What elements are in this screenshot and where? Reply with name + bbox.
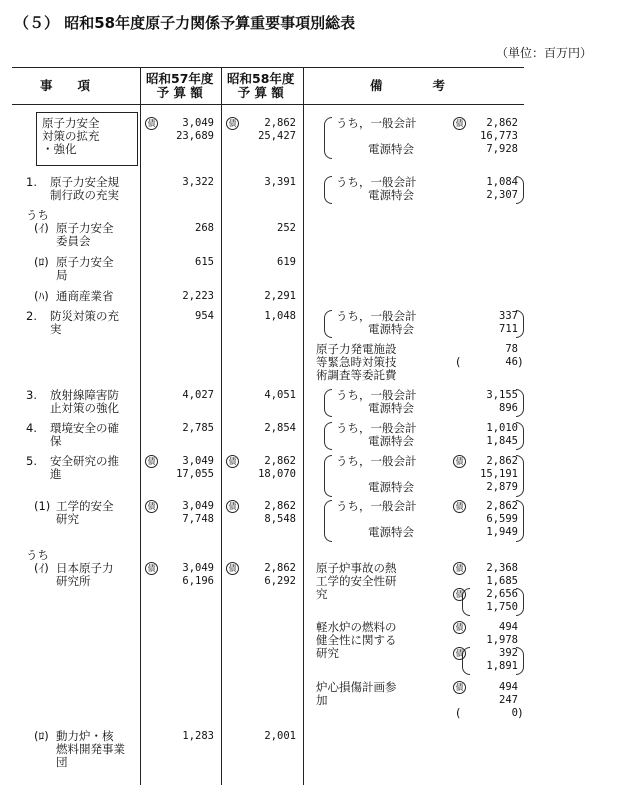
row-number: (ﾊ) xyxy=(34,289,49,303)
note-value: 337 xyxy=(499,310,518,322)
row-number: 5. xyxy=(26,454,37,468)
open-paren: ( xyxy=(456,706,461,720)
fy57-value: 954 xyxy=(195,310,214,322)
left-bracket xyxy=(324,310,332,338)
bond-mark-icon: 債 xyxy=(145,455,158,468)
fy58-value: 2,862 6,292 xyxy=(264,562,296,587)
row-item: 安全研究の推 進 xyxy=(50,454,119,481)
note-value: 2,862 15,191 xyxy=(480,455,518,480)
table-top-rule xyxy=(12,67,524,68)
left-bracket xyxy=(324,500,332,542)
fy58-value: 2,854 xyxy=(264,422,296,434)
right-bracket xyxy=(516,389,524,417)
row-item: 原子力安全 対策の拡充 ・強化 xyxy=(42,116,100,156)
project-value: 494 247 xyxy=(499,681,518,706)
fy58-value: 2,862 25,427 xyxy=(258,117,296,142)
note-label: 電源特会 xyxy=(368,480,414,494)
note-label: 電源特会 xyxy=(368,188,414,202)
fy57-value: 3,322 xyxy=(182,176,214,188)
row-number: (ﾛ) xyxy=(34,255,49,269)
fy58-value: 619 xyxy=(277,256,296,268)
fy57-value: 2,785 xyxy=(182,422,214,434)
fy58-value: 1,048 xyxy=(264,310,296,322)
note-label: 電源特会 xyxy=(368,142,414,156)
note-label: 電源特会 xyxy=(368,525,414,539)
project-label: 軽水炉の燃料の 健全性に関する 研究 xyxy=(316,620,397,660)
project-value: 0 xyxy=(511,707,518,719)
bond-mark-icon: 債 xyxy=(145,500,158,513)
note-label: うち，一般会計 xyxy=(336,454,417,468)
bond-mark-icon: 債 xyxy=(145,562,158,575)
left-bracket xyxy=(324,117,332,159)
row-number: (ｲ) xyxy=(34,561,49,575)
close-paren: ) xyxy=(518,355,523,369)
row-item: 放射線障害防 止対策の強化 xyxy=(50,388,119,415)
row-item: 動力炉・核 燃料開発事業 団 xyxy=(56,729,125,769)
page-title: （５） 昭和58年度原子力関係予算重要事項別総表 xyxy=(14,14,356,32)
bond-mark-icon: 債 xyxy=(453,681,466,694)
fy58-value: 3,391 xyxy=(264,176,296,188)
row-number: 4. xyxy=(26,421,37,435)
note-value: 78 xyxy=(505,343,518,355)
close-paren: ) xyxy=(518,706,523,720)
col-divider-2 xyxy=(221,67,222,785)
note-value: 711 xyxy=(499,323,518,335)
row-item: 防災対策の充 実 xyxy=(50,309,119,336)
right-bracket xyxy=(516,310,524,338)
fy57-value: 4,027 xyxy=(182,389,214,401)
note-value: 7,928 xyxy=(486,143,518,155)
row-item: 原子力安全規 制行政の充実 xyxy=(50,175,119,202)
row-number: 2. xyxy=(26,309,37,323)
fy58-value: 2,291 xyxy=(264,290,296,302)
open-paren: ( xyxy=(456,355,461,369)
unit-label: （単位：百万円） xyxy=(495,46,592,60)
bond-mark-icon: 債 xyxy=(453,588,466,601)
col-divider-3 xyxy=(303,67,304,785)
fy57-value: 268 xyxy=(195,222,214,234)
left-bracket xyxy=(324,389,332,417)
note-value: 1,845 xyxy=(486,435,518,447)
note-value: 1,949 xyxy=(486,526,518,538)
row-number: (ｲ) xyxy=(34,221,49,235)
col-divider-1 xyxy=(140,67,141,785)
project-value: 494 1,978 xyxy=(486,621,518,646)
header-notes: 備 考 xyxy=(370,78,446,93)
fy57-value: 3,049 6,196 xyxy=(182,562,214,587)
uchi-label: うち xyxy=(26,548,49,562)
fy58-value: 2,862 8,548 xyxy=(264,500,296,525)
note-value: 1,084 xyxy=(486,176,518,188)
project-value: 2,368 1,685 xyxy=(486,562,518,587)
bond-mark-icon: 債 xyxy=(226,562,239,575)
bond-mark-icon: 債 xyxy=(453,621,466,634)
note-label: うち，一般会計 xyxy=(336,388,417,402)
left-bracket xyxy=(324,422,332,450)
note-value: 1,010 xyxy=(486,422,518,434)
note-value: 2,862 6,599 xyxy=(486,500,518,525)
right-bracket xyxy=(516,422,524,450)
bond-mark-icon: 債 xyxy=(453,562,466,575)
project-value: 2,656 1,750 xyxy=(486,588,518,613)
note-value: 2,879 xyxy=(486,481,518,493)
uchi-label: うち xyxy=(26,208,49,222)
bond-mark-icon: 債 xyxy=(226,117,239,130)
right-bracket xyxy=(516,588,524,616)
note-label: うち，一般会計 xyxy=(336,175,417,189)
row-item: 環境安全の確 保 xyxy=(50,421,119,448)
header-fy57: 昭和57年度 予 算 額 xyxy=(146,71,214,100)
right-bracket xyxy=(516,176,524,204)
fy58-value: 2,001 xyxy=(264,730,296,742)
bond-mark-icon: 債 xyxy=(226,455,239,468)
row-item: 原子力安全 局 xyxy=(56,255,114,282)
right-bracket xyxy=(516,455,524,497)
note-label: うち，一般会計 xyxy=(336,421,417,435)
bond-mark-icon: 債 xyxy=(145,117,158,130)
bond-mark-icon: 債 xyxy=(453,647,466,660)
bond-mark-icon: 債 xyxy=(226,500,239,513)
header-item: 事 項 xyxy=(40,78,91,93)
bond-mark-icon: 債 xyxy=(453,117,466,130)
fy58-value: 4,051 xyxy=(264,389,296,401)
left-bracket xyxy=(324,176,332,204)
fy57-value: 615 xyxy=(195,256,214,268)
row-number: 1. xyxy=(26,175,37,189)
row-item: 日本原子力 研究所 xyxy=(56,561,114,588)
note-value: 46 xyxy=(505,356,518,368)
note-value: 3,155 xyxy=(486,389,518,401)
project-value: 392 1,891 xyxy=(486,647,518,672)
bond-mark-icon: 債 xyxy=(453,500,466,513)
note-label: うち，一般会計 xyxy=(336,309,417,323)
row-item: 通商産業省 xyxy=(56,289,114,303)
note-label: うち，一般会計 xyxy=(336,116,417,130)
left-bracket xyxy=(324,455,332,497)
row-number: 3. xyxy=(26,388,37,402)
note-label: うち，一般会計 xyxy=(336,499,417,513)
note-value: 896 xyxy=(499,402,518,414)
row-number: (1) xyxy=(34,499,51,513)
bond-mark-icon: 債 xyxy=(453,455,466,468)
note-label: 電源特会 xyxy=(368,322,414,336)
right-bracket xyxy=(516,500,524,542)
right-bracket xyxy=(516,647,524,675)
note-label: 電源特会 xyxy=(368,401,414,415)
header-fy58: 昭和58年度 予 算 額 xyxy=(227,71,295,100)
row-item: 原子力安全 委員会 xyxy=(56,221,114,248)
note-value: 2,307 xyxy=(486,189,518,201)
project-label: 原子炉事故の熱 工学的安全性研 究 xyxy=(316,561,397,601)
fy57-value: 3,049 17,055 xyxy=(176,455,214,480)
project-label: 炉心損傷計画参 加 xyxy=(316,680,397,707)
fy57-value: 3,049 7,748 xyxy=(182,500,214,525)
note-value: 2,862 16,773 xyxy=(480,117,518,142)
note-label: 電源特会 xyxy=(368,434,414,448)
row-number: (ﾛ) xyxy=(34,729,49,743)
fy58-value: 252 xyxy=(277,222,296,234)
fy57-value: 3,049 23,689 xyxy=(176,117,214,142)
fy57-value: 2,223 xyxy=(182,290,214,302)
fy57-value: 1,283 xyxy=(182,730,214,742)
header-rule xyxy=(12,104,524,105)
row-item: 工学的安全 研究 xyxy=(56,499,114,526)
fy58-value: 2,862 18,070 xyxy=(258,455,296,480)
note-label: 原子力発電施設 等緊急時対策技 術調査等委託費 xyxy=(316,342,397,382)
